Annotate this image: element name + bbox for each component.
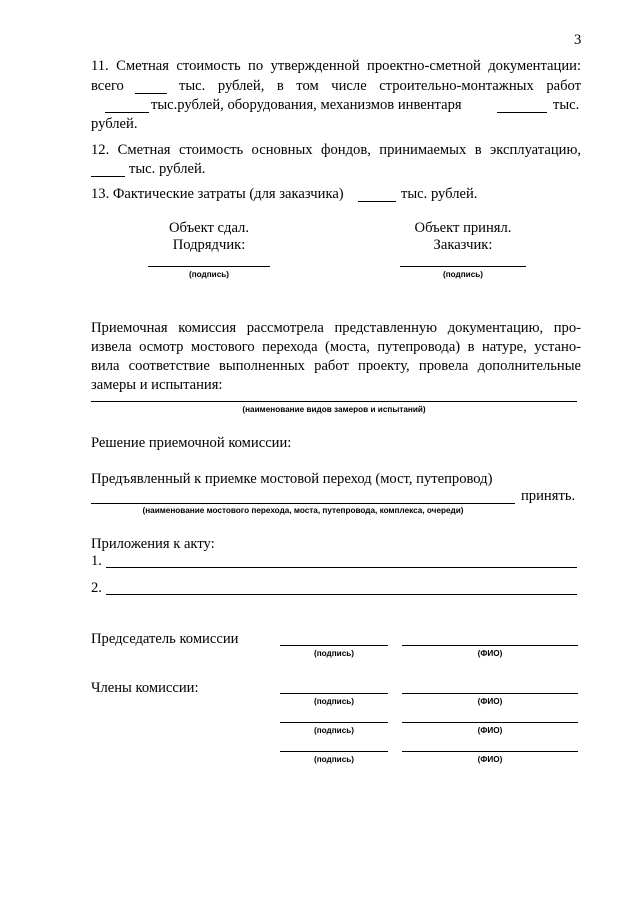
handover-left-l2: Подрядчик: — [172, 237, 246, 253]
item11-total-blank — [135, 93, 167, 94]
item11-total-label: всего — [91, 78, 124, 94]
item11-line1: 11. Сметная стоимость по утвержденной проектно-сметной документации: — [91, 58, 581, 74]
chair-name-line — [402, 645, 578, 646]
decision-caption: (наименование мостового перехода, моста, путепровода, комплекса, очереди) — [142, 506, 464, 515]
item12-line1: 12. Сметная стоимость основных фондов, принимаемых в эксплуатацию, — [91, 142, 581, 158]
decision-heading: Решение приемочной комиссии: — [91, 435, 292, 451]
item12-line2 — [91, 160, 391, 180]
item11-equipment-blank — [497, 112, 547, 113]
chair-label: Председатель комиссии — [91, 631, 239, 647]
member-3-name-caption: (ФИО) — [477, 755, 503, 764]
item13-label: 13. Фактические затраты (для заказчика) — [91, 186, 344, 202]
attachment-2-line — [106, 594, 577, 595]
handover-right-l2: Заказчик: — [433, 237, 493, 253]
commission-caption: (наименование видов замеров и испытаний) — [242, 405, 426, 414]
item11-equipment-label: тыс.рублей, оборудования, механизмов инвентаря — [151, 97, 462, 113]
decision-accept: принять. — [521, 488, 576, 504]
member-2-name-line — [402, 722, 578, 723]
member-1-name-line — [402, 693, 578, 694]
handover-right-signature-line — [400, 266, 526, 267]
commission-line3: вила соответствие выполненных работ проекту, провела дополнительные — [91, 358, 581, 374]
item13-unit: тыс. рублей. — [401, 186, 478, 202]
decision-object-line — [91, 503, 515, 504]
item13-line — [91, 185, 581, 205]
attachments-heading: Приложения к акту: — [91, 536, 215, 552]
item12-unit: тыс. рублей. — [129, 161, 206, 177]
handover-left-signature-line — [148, 266, 270, 267]
item11-line4: рублей. — [91, 116, 138, 132]
page-number: 3 — [574, 32, 582, 48]
item13-blank — [358, 201, 396, 202]
decision-line1: Предъявленный к приемке мостовой переход (мост, путепровод) — [91, 471, 493, 487]
member-3-signature-line — [280, 751, 388, 752]
handover-left-l1: Объект сдал. — [169, 220, 249, 236]
item12-blank — [91, 176, 125, 177]
handover-right-caption: (подпись) — [442, 270, 484, 279]
member-1-name-caption: (ФИО) — [477, 697, 503, 706]
item11-equipment-unit: тыс. — [553, 97, 580, 113]
item11-line2 — [91, 77, 581, 97]
commission-line4: замеры и испытания: — [91, 377, 223, 393]
handover-right-l1: Объект принял. — [414, 220, 512, 236]
attachment-2-number: 2. — [91, 580, 102, 596]
member-1-signature-caption: (подпись) — [313, 697, 355, 706]
commission-line2: извела осмотр мостового перехода (моста, путепровода) в натуре, устано- — [91, 339, 581, 355]
chair-signature-line — [280, 645, 388, 646]
member-2-signature-caption: (подпись) — [313, 726, 355, 735]
chair-name-caption: (ФИО) — [477, 649, 503, 658]
item11-line3 — [91, 96, 581, 116]
commission-tests-line — [91, 401, 577, 402]
handover-left-caption: (подпись) — [188, 270, 230, 279]
attachment-1-number: 1. — [91, 553, 102, 569]
members-label: Члены комиссии: — [91, 680, 199, 696]
member-2-signature-line — [280, 722, 388, 723]
commission-line1: Приемочная комиссия рассмотрела представленную документацию, про- — [91, 320, 581, 336]
chair-signature-caption: (подпись) — [313, 649, 355, 658]
member-1-signature-line — [280, 693, 388, 694]
member-2-name-caption: (ФИО) — [477, 726, 503, 735]
item11-smr-label: тыс. рублей, в том числе строительно-монтажных работ — [179, 78, 581, 94]
attachment-1-line — [106, 567, 577, 568]
item11-smr-blank — [105, 112, 149, 113]
member-3-signature-caption: (подпись) — [313, 755, 355, 764]
member-3-name-line — [402, 751, 578, 752]
